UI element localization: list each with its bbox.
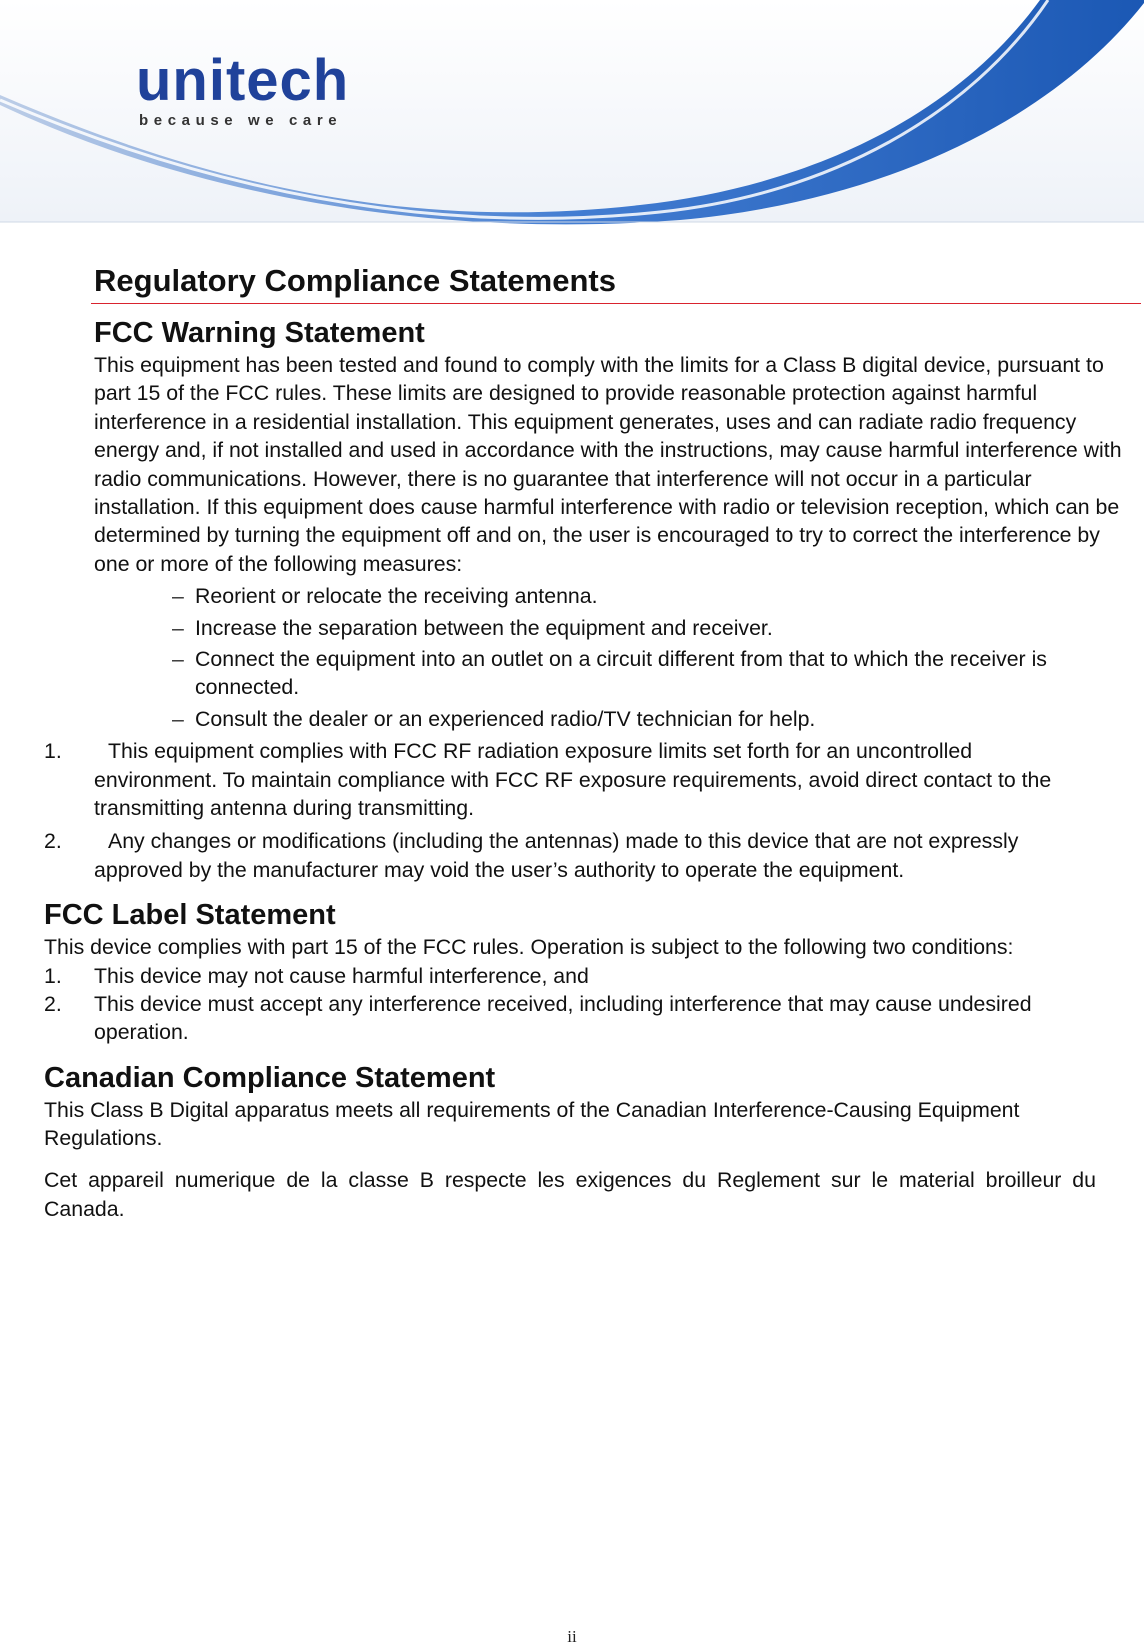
- numbered-item: 2. Any changes or modifications (including the antennas) made to this device that are not expressly approved by the manufacturer may void the user’s authority to operate the equipment.: [44, 829, 1019, 882]
- canadian-french-paragraph: Cet appareil numerique de la classe B respecte les exigences du Reglement sur le material broilleur du Canada.: [44, 1168, 1096, 1221]
- page-title: Regulatory Compliance Statements: [94, 263, 616, 298]
- condition-item: 1. This device may not cause harmful interference, and: [44, 963, 589, 988]
- fcc-warning-numbered-list: [0, 737, 1144, 884]
- dash-marker: –: [172, 584, 184, 609]
- measure-item: – Consult the dealer or an experienced radio/TV technician for help.: [0, 705, 1144, 733]
- fcc-label-heading: FCC Label Statement: [44, 899, 336, 932]
- fcc-label-paragraph: This device complies with part 15 of the FCC rules. Operation is subject to the following two conditions:: [44, 935, 1014, 960]
- dash-marker: –: [172, 647, 184, 672]
- fcc-warning-heading: FCC Warning Statement: [94, 317, 425, 350]
- canadian-heading: Canadian Compliance Statement: [44, 1061, 496, 1094]
- measure-item: – Increase the separation between the equipment and receiver.: [0, 614, 1144, 642]
- logo-tagline: because we care: [139, 112, 343, 129]
- condition-item: 2. This device must accept any interference received, including interference that may cause undesired operation.: [44, 991, 1032, 1045]
- canadian-section: [0, 1061, 1144, 1223]
- title-divider: [91, 303, 1141, 304]
- measure-item: – Connect the equipment into an outlet on a circuit different from that to which the receiver is connected.: [172, 647, 1047, 700]
- fcc-warning-paragraph: This equipment has been tested and found to comply with the limits for a Class B digital device, pursuant to part 15 of the FCC rules. These limits are designed to provide reasonable protection against harmful interference in a residential installation. This equipment generates, uses and can radiate radio frequency energy and, if not installed and used in accordance with the instructions, may cause harmful interference with radio communications. However, there is no guarantee that interference will not occur in a particular installation. If this equipment does cause harmful interference with radio or television reception, which can be determined by turning the equipment off and on, the user is encouraged to try to correct the interference by one or more of the following measures:: [94, 352, 1122, 576]
- document-body: [0, 262, 1144, 1223]
- numbered-item: 1. This equipment complies with FCC RF radiation exposure limits set forth for an uncontrolled environment. To maintain compliance with FCC RF exposure requirements, avoid direct contact to the transmitting antenna during transmitting.: [44, 739, 1052, 821]
- canadian-english-paragraph: This Class B Digital apparatus meets all requirements of the Canadian Interference-Causing Equipment Regulations.: [44, 1097, 1020, 1150]
- page-header: [0, 0, 1144, 225]
- fcc-warning-section: [0, 316, 1144, 884]
- page-number: ii: [567, 1627, 577, 1646]
- fcc-label-conditions-list: [0, 962, 1144, 1047]
- fcc-label-section: [0, 898, 1144, 1046]
- dash-marker: –: [172, 706, 184, 731]
- dash-marker: –: [172, 615, 184, 640]
- logo-wordmark: unitech: [136, 48, 350, 113]
- measure-item: – Reorient or relocate the receiving antenna.: [0, 582, 1144, 610]
- unitech-logo: [136, 48, 350, 129]
- measures-list: [0, 582, 1144, 733]
